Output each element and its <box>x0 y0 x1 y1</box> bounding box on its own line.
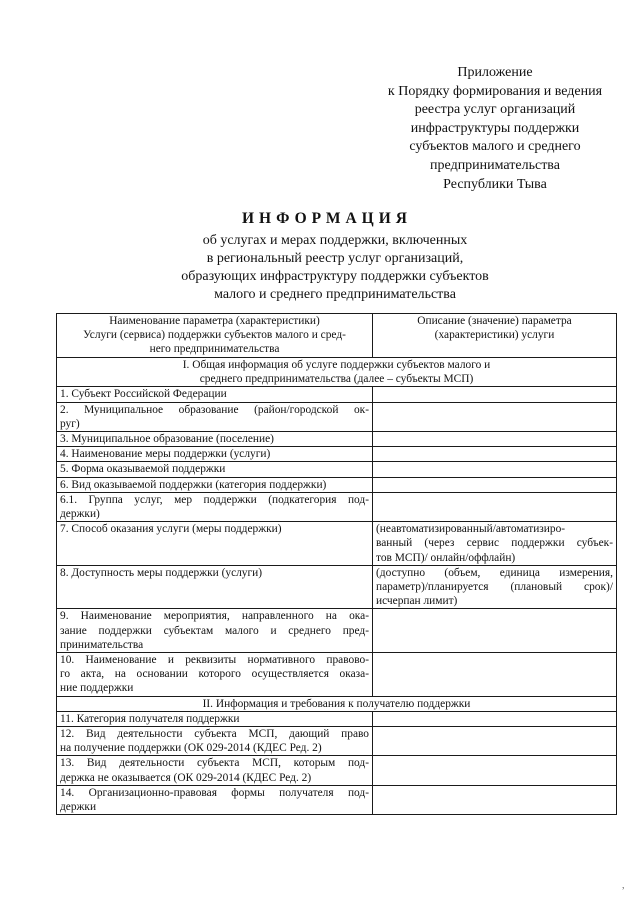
parameter-cell <box>57 402 373 431</box>
table-row <box>57 609 617 653</box>
value-line: (неавтоматизированный/автоматизиро- <box>376 523 566 536</box>
value-cell <box>373 609 617 653</box>
parameter-cell <box>57 727 373 756</box>
parameter-line: держка не оказывается (ОК 029-2014 (КДЕС Ред. 2) <box>60 771 312 784</box>
parameter-line: 6.1. Группа услуг, мер поддержки (подкатегория под- <box>60 493 369 506</box>
parameter-line: руг) <box>60 417 80 430</box>
parameter-line: 10. Наименование и реквизиты нормативного правово- <box>60 654 369 667</box>
header-value-line: Описание (значение) параметра <box>417 315 572 327</box>
header-value-line: (характеристики) услуги <box>434 329 555 342</box>
parameter-line: 2. Муниципальное образование (район/городской ок- <box>60 403 369 416</box>
value-line: ванный (через сервис поддержки субъек- <box>376 537 613 550</box>
section-heading-line: II. Информация и требования к получателю поддержки <box>202 697 471 710</box>
table-row <box>57 756 617 785</box>
table-row <box>57 727 617 756</box>
parameter-line: зание поддержки субъектам малого и среднего пред- <box>60 624 369 637</box>
table-row <box>57 711 617 726</box>
header-parameter-line: Услуги (сервиса) поддержки субъектов малого и сред- <box>83 329 346 342</box>
parameter-cell <box>57 462 373 477</box>
appendix-line: субъектов малого и среднего <box>409 139 581 155</box>
table-row <box>57 492 617 521</box>
value-cell <box>373 462 617 477</box>
subtitle-line: об услугах и мерах поддержки, включенных <box>202 233 468 248</box>
table-row <box>57 402 617 431</box>
parameter-line: на получение поддержки (ОК 029-2014 (КДЕС Ред. 2) <box>60 742 322 755</box>
parameter-cell <box>57 653 373 697</box>
parameter-cell <box>57 387 373 402</box>
document-title: ИНФОРМАЦИЯ <box>242 210 412 227</box>
table-row <box>57 387 617 402</box>
value-cell <box>373 477 617 492</box>
value-cell <box>373 447 617 462</box>
value-line: тов МСП)/ онлайн/оффлайн) <box>376 551 516 564</box>
header-parameter-cell <box>57 314 373 358</box>
section-row <box>57 358 617 387</box>
parameter-line: 5. Форма оказываемой поддержки <box>60 463 226 476</box>
parameter-line: 8. Доступность меры поддержки (услуги) <box>60 566 263 579</box>
value-cell <box>373 727 617 756</box>
header-parameter-line: Наименование параметра (характеристики) <box>109 315 320 327</box>
value-line: (доступно (объем, единица измерения, <box>376 566 613 579</box>
parameter-cell <box>57 711 373 726</box>
value-cell <box>373 756 617 785</box>
info-table <box>56 313 617 815</box>
section-row <box>57 696 617 711</box>
appendix-line: Приложение <box>457 65 533 80</box>
parameter-line: ние поддержки <box>60 682 134 695</box>
value-cell <box>373 711 617 726</box>
parameter-line: 1. Субъект Российской Федерации <box>60 388 227 401</box>
parameter-line: го акта, на основании которого осуществляется оказа- <box>60 668 369 681</box>
parameter-line: 12. Вид деятельности субъекта МСП, дающий право <box>60 728 369 741</box>
parameter-cell <box>57 477 373 492</box>
table-row <box>57 785 617 814</box>
value-cell <box>373 402 617 431</box>
value-cell <box>373 492 617 521</box>
document-subtitle <box>0 232 640 304</box>
parameter-line: держки <box>60 801 97 814</box>
header-value-cell <box>373 314 617 358</box>
parameter-line: 7. Способ оказания услуги (меры поддержки) <box>60 523 282 536</box>
table-header-row <box>57 314 617 358</box>
parameter-cell <box>57 522 373 566</box>
parameter-cell <box>57 447 373 462</box>
header-parameter-line: него предпринимательства <box>149 343 280 356</box>
section-heading-cell <box>57 358 617 387</box>
parameter-cell <box>57 756 373 785</box>
table-row <box>57 477 617 492</box>
table-row <box>57 565 617 609</box>
value-cell <box>373 387 617 402</box>
subtitle-line: малого и среднего предпринимательства <box>214 287 456 302</box>
appendix-line: Республики Тыва <box>443 176 547 192</box>
parameter-line: 13. Вид деятельности субъекта МСП, которым под- <box>60 757 369 770</box>
parameter-line: 11. Категория получателя поддержки <box>60 712 240 725</box>
value-cell <box>373 432 617 447</box>
table-row <box>57 432 617 447</box>
appendix-line: предпринимательства <box>430 157 560 173</box>
parameter-cell <box>57 609 373 653</box>
subtitle-line: в региональный реестр услуг организаций, <box>206 251 464 266</box>
page-corner-mark: , <box>622 880 625 891</box>
parameter-cell <box>57 432 373 447</box>
parameter-line: 3. Муниципальное образование (поселение) <box>60 433 274 446</box>
appendix-block <box>360 64 630 194</box>
appendix-line: инфраструктуры поддержки <box>410 120 580 136</box>
parameter-cell <box>57 492 373 521</box>
value-line: параметр)/планируется (плановый срок)/ <box>376 581 613 594</box>
section-heading-line: I. Общая информация об услуге поддержки субъектов малого и <box>182 359 491 371</box>
value-line: исчерпан лимит) <box>376 595 458 608</box>
parameter-cell <box>57 565 373 609</box>
table-row <box>57 462 617 477</box>
parameter-line: 4. Наименование меры поддержки (услуги) <box>60 448 271 461</box>
table-row <box>57 653 617 697</box>
parameter-line: 9. Наименование мероприятия, направленного на ока- <box>60 610 369 623</box>
value-cell <box>373 565 617 609</box>
parameter-line: держки) <box>60 508 100 521</box>
table-row <box>57 522 617 566</box>
value-cell <box>373 522 617 566</box>
subtitle-line: образующих инфраструктуру поддержки субъектов <box>181 269 489 284</box>
parameter-line: 14. Организационно-правовая формы получателя под- <box>60 786 369 799</box>
value-cell <box>373 653 617 697</box>
appendix-line: реестра услуг организаций <box>414 102 576 118</box>
section-heading-line: среднего предпринимательства (далее – субъекты МСП) <box>199 373 474 386</box>
parameter-cell <box>57 785 373 814</box>
section-heading-cell <box>57 696 617 711</box>
table-row <box>57 447 617 462</box>
value-cell <box>373 785 617 814</box>
parameter-line: принимательства <box>60 638 144 651</box>
parameter-line: 6. Вид оказываемой поддержки (категория поддержки) <box>60 478 327 491</box>
appendix-line: к Порядку формирования и ведения <box>387 83 603 99</box>
